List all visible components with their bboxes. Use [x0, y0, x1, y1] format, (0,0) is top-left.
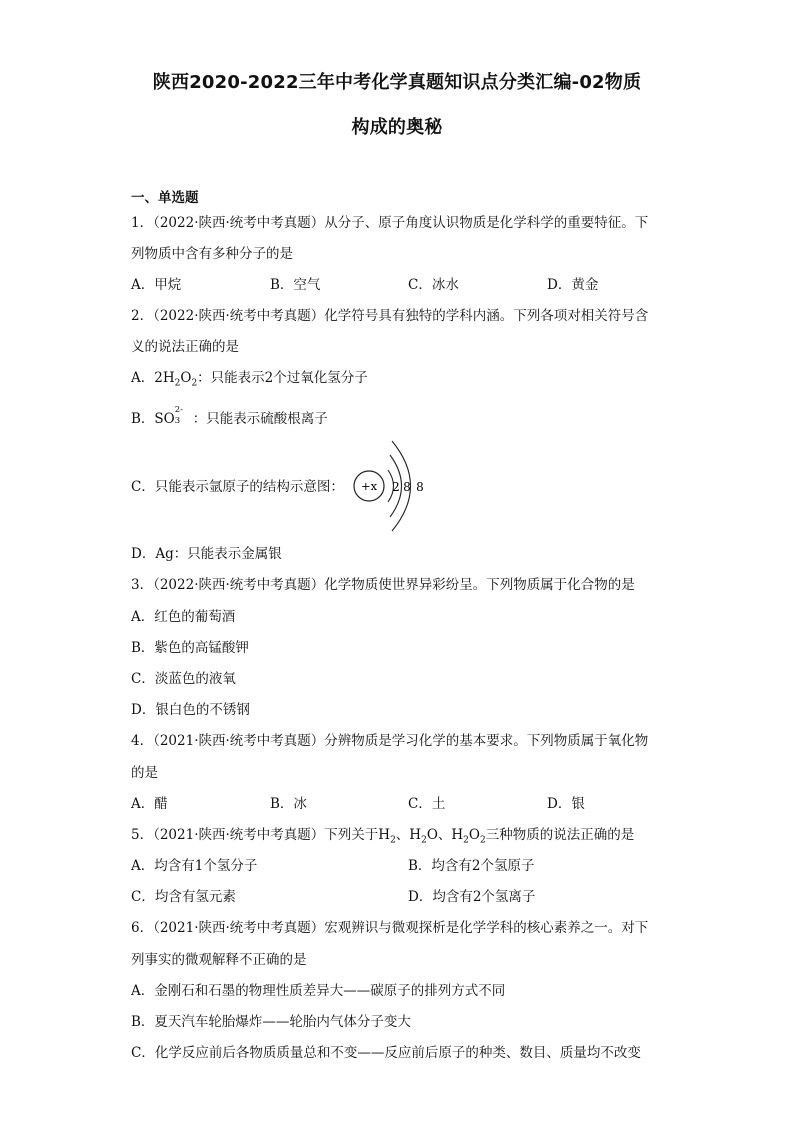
q2-a-sub-1: 2 [174, 378, 181, 389]
document-title-line-1: 陕西2020-2022三年中考化学真题知识点分类汇编-02物质 [152, 72, 642, 93]
q3-option-a: A．红色的葡萄酒 [131, 609, 236, 625]
q5-mid-3: O [468, 827, 480, 843]
q1-option-c: C．冰水 [408, 277, 459, 293]
q5-suffix: 三种物质的说法正确的是 [485, 827, 635, 843]
q4-option-c: C．土 [408, 796, 446, 812]
q5-sub-4: 2 [479, 835, 486, 846]
q2-option-a [131, 369, 368, 393]
atomic-structure-diagram [352, 438, 434, 534]
q6-stem-line-2: 列事实的微观解释不正确的是 [131, 952, 307, 968]
q6-option-c: C．化学反应前后各物质质量总和不变——反应前后原子的种类、数目、质量均不改变 [131, 1045, 641, 1061]
q5-option-c: C．均含有氢元素 [131, 889, 236, 905]
q1-option-a: A．甲烷 [131, 277, 182, 293]
q6-stem-line-1: 6．（2021·陕西·统考中考真题）宏观辨识与微观探析是化学学科的核心素养之一。对下 [131, 920, 649, 936]
q5-sub-3: 2 [463, 835, 469, 846]
q2-stem-line-1: 2．（2022·陕西·统考中考真题）化学符号具有独特的学科内涵。下列各项对相关符号含 [131, 308, 649, 324]
q2-b-text: ：只能表示硫酸根离子 [192, 411, 328, 427]
q5-option-a: A．均含有1个氢分子 [131, 858, 258, 874]
document-title-line-2: 构成的奥秘 [351, 117, 443, 138]
q2-b-subscript: 3 [174, 416, 181, 426]
q1-stem-line-2: 列物质中含有多种分子的是 [131, 246, 293, 262]
q5-option-d: D．均含有2个氢离子 [408, 889, 536, 905]
q5-sub-2: 2 [421, 835, 427, 846]
sulfate-ion-charge [174, 405, 193, 426]
nucleus-label: +x [360, 479, 378, 493]
q5-option-b: B．均含有2个氢原子 [408, 858, 535, 874]
q2-a-prefix: A．2H [131, 370, 175, 386]
q6-option-a: A．金刚石和石墨的物理性质差异大——碳原子的排列方式不同 [131, 983, 506, 999]
q5-sub-1: 2 [390, 835, 396, 846]
q4-stem-line-1: 4．（2021·陕西·统考中考真题）分辨物质是学习化学的基本要求。下列物质属于氧化物 [131, 733, 649, 749]
q4-stem-line-2: 的是 [131, 765, 158, 781]
q2-option-b [131, 405, 328, 428]
section-heading: 一、单选题 [131, 190, 199, 206]
q2-a-sub-2: 2 [191, 378, 198, 389]
q4-option-d: D．银 [547, 796, 585, 812]
shell-2-electrons: 8 [403, 480, 411, 494]
shell-3-electrons: 8 [416, 480, 424, 494]
q1-option-d: D．黄金 [547, 277, 599, 293]
q3-stem-line-1: 3．（2022·陕西·统考中考真题）化学物质使世界异彩纷呈。下列物质属于化合物的是 [131, 577, 635, 593]
q2-a-text: ：只能表示2个过氧化氢分子 [197, 370, 368, 386]
q1-stem-line-1: 1．（2022·陕西·统考中考真题）从分子、原子角度认识物质是化学科学的重要特征。下 [131, 215, 649, 231]
q3-option-c: C．淡蓝色的液氧 [131, 671, 236, 687]
q5-prefix: 5．（2021·陕西·统考中考真题）下列关于H [131, 827, 391, 843]
q3-option-d: D．银白色的不锈钢 [131, 702, 250, 718]
q2-b-superscript: 2- [174, 405, 184, 415]
q2-stem-line-2: 义的说法正确的是 [131, 339, 239, 355]
shell-1-electrons: 2 [392, 480, 400, 494]
q6-option-b: B．夏天汽车轮胎爆炸——轮胎内气体分子变大 [131, 1014, 411, 1030]
q5-stem-line-1 [131, 826, 634, 850]
q5-mid-2: O、H [426, 827, 464, 843]
q2-a-mid: O [180, 370, 192, 386]
q4-option-b: B．冰 [270, 796, 307, 812]
q2-option-d: D．Ag：只能表示金属银 [131, 546, 282, 562]
q3-option-b: B．紫色的高锰酸钾 [131, 640, 249, 656]
q1-option-b: B．空气 [270, 277, 321, 293]
q2-b-prefix: B．SO [131, 411, 175, 427]
q5-mid-1: 、H [395, 827, 422, 843]
q4-option-a: A．醋 [131, 796, 168, 812]
q2-option-c: C．只能表示氩原子的结构示意图： [131, 479, 344, 495]
